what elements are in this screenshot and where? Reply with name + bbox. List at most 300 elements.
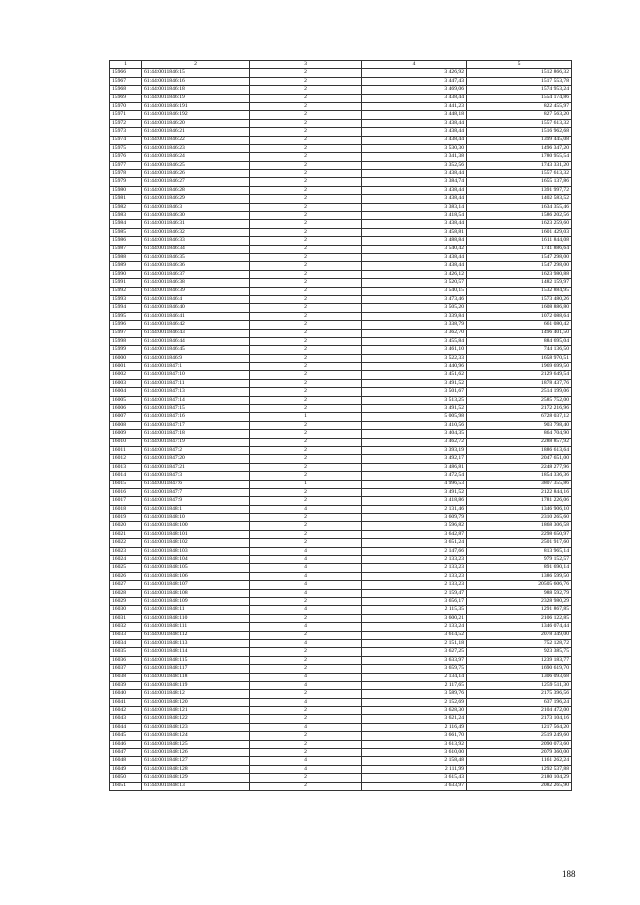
value-cell: 1634 355,46 bbox=[467, 203, 572, 211]
category-cell: 2 bbox=[250, 354, 362, 362]
table-row bbox=[110, 539, 572, 547]
category-cell: 2 bbox=[250, 287, 362, 295]
cadastral-number-cell: 61:44:0011846:24 bbox=[142, 153, 250, 161]
cadastral-number-cell: 61:44:0011848:105 bbox=[142, 564, 250, 572]
row-number-cell: 16012 bbox=[110, 455, 142, 463]
row-number-cell: 15966 bbox=[110, 69, 142, 77]
area-cell: 3 438,44 bbox=[362, 195, 467, 203]
cadastral-number-cell: 61:44:0011846:192 bbox=[142, 111, 250, 119]
row-number-cell: 15984 bbox=[110, 220, 142, 228]
category-cell: 4 bbox=[250, 581, 362, 589]
column-header-4: 4 bbox=[362, 61, 467, 69]
area-cell: 3 438,44 bbox=[362, 262, 467, 270]
row-number-cell: 15972 bbox=[110, 119, 142, 127]
table-row bbox=[110, 287, 572, 295]
value-cell: 1623 259,60 bbox=[467, 220, 572, 228]
area-cell: 3 596,82 bbox=[362, 522, 467, 530]
value-cell: 2288 857,92 bbox=[467, 438, 572, 446]
cadastral-number-cell: 61:44:0011846:38 bbox=[142, 279, 250, 287]
category-cell: 2 bbox=[250, 144, 362, 152]
value-cell: 1608 886,80 bbox=[467, 304, 572, 312]
value-cell: 1741 886,64 bbox=[467, 245, 572, 253]
table-row bbox=[110, 614, 572, 622]
value-cell: 2310 265,60 bbox=[467, 514, 572, 522]
cadastral-number-cell: 61:44:0011846:21 bbox=[142, 128, 250, 136]
area-cell: 2 152,69 bbox=[362, 698, 467, 706]
category-cell: 4 bbox=[250, 623, 362, 631]
table-row bbox=[110, 681, 572, 689]
value-cell: 1690 619,70 bbox=[467, 665, 572, 673]
cadastral-number-cell: 61:44:0011847:3 bbox=[142, 472, 250, 480]
value-cell: 1532 884,95 bbox=[467, 287, 572, 295]
value-cell: 752 128,72 bbox=[467, 639, 572, 647]
category-cell: 2 bbox=[250, 598, 362, 606]
table-row bbox=[110, 765, 572, 773]
value-cell: 2328 980,29 bbox=[467, 598, 572, 606]
area-cell: 3 455,84 bbox=[362, 337, 467, 345]
row-number-cell: 16033 bbox=[110, 631, 142, 639]
cadastral-number-cell: 61:44:0011848:122 bbox=[142, 715, 250, 723]
area-cell: 3 513,25 bbox=[362, 396, 467, 404]
cadastral-number-cell: 61:44:0011846:43 bbox=[142, 329, 250, 337]
area-cell: 3 438,44 bbox=[362, 253, 467, 261]
category-cell: 2 bbox=[250, 270, 362, 278]
row-number-cell: 16040 bbox=[110, 690, 142, 698]
area-cell: 3 438,44 bbox=[362, 186, 467, 194]
area-cell: 2 133,24 bbox=[362, 623, 467, 631]
category-cell: 4 bbox=[250, 673, 362, 681]
table-row bbox=[110, 488, 572, 496]
row-number-cell: 15980 bbox=[110, 186, 142, 194]
cadastral-number-cell: 61:44:0011848:1 bbox=[142, 505, 250, 513]
table-row bbox=[110, 480, 572, 488]
area-cell: 3 404,35 bbox=[362, 430, 467, 438]
value-cell: 1346 906,10 bbox=[467, 505, 572, 513]
area-cell: 2 147,66 bbox=[362, 547, 467, 555]
row-number-cell: 15989 bbox=[110, 262, 142, 270]
value-cell: 744 136,50 bbox=[467, 346, 572, 354]
table-row bbox=[110, 497, 572, 505]
value-cell: 1402 583,52 bbox=[467, 195, 572, 203]
cadastral-number-cell: 61:44:0011847:21 bbox=[142, 463, 250, 471]
cadastral-number-cell: 61:44:0011848:129 bbox=[142, 774, 250, 782]
row-number-cell: 16026 bbox=[110, 572, 142, 580]
area-cell: 3 491,52 bbox=[362, 488, 467, 496]
table-row bbox=[110, 111, 572, 119]
value-cell: 1306 093,68 bbox=[467, 673, 572, 681]
cadastral-number-cell: 61:44:0011847:16 bbox=[142, 413, 250, 421]
category-cell: 2 bbox=[250, 396, 362, 404]
table-row bbox=[110, 405, 572, 413]
area-cell: 3 522,33 bbox=[362, 354, 467, 362]
value-cell: 1496 401,50 bbox=[467, 329, 572, 337]
row-number-cell: 15974 bbox=[110, 136, 142, 144]
row-number-cell: 16016 bbox=[110, 488, 142, 496]
table-row bbox=[110, 472, 572, 480]
value-cell: 2173 104,16 bbox=[467, 715, 572, 723]
table-row bbox=[110, 446, 572, 454]
category-cell: 2 bbox=[250, 203, 362, 211]
table-row bbox=[110, 237, 572, 245]
table-row bbox=[110, 77, 572, 85]
area-cell: 3 628,30 bbox=[362, 707, 467, 715]
table-row bbox=[110, 623, 572, 631]
area-cell: 3 486,81 bbox=[362, 463, 467, 471]
area-cell: 3 609,79 bbox=[362, 514, 467, 522]
cadastral-number-cell: 61:44:0011847:7 bbox=[142, 488, 250, 496]
area-cell: 3 633,97 bbox=[362, 782, 467, 790]
value-cell: 1482 159,97 bbox=[467, 279, 572, 287]
table-row bbox=[110, 270, 572, 278]
table-row bbox=[110, 337, 572, 345]
area-cell: 5 005,98 bbox=[362, 413, 467, 421]
row-number-cell: 16030 bbox=[110, 606, 142, 614]
table-row bbox=[110, 690, 572, 698]
area-cell: 2 151,18 bbox=[362, 639, 467, 647]
table-row bbox=[110, 564, 572, 572]
cadastral-number-cell: 61:44:0011846:32 bbox=[142, 228, 250, 236]
cadastral-number-cell: 61:44:0011846:33 bbox=[142, 237, 250, 245]
table-row bbox=[110, 514, 572, 522]
row-number-cell: 16037 bbox=[110, 665, 142, 673]
area-cell: 3 362,70 bbox=[362, 329, 467, 337]
table-row bbox=[110, 522, 572, 530]
category-cell: 2 bbox=[250, 522, 362, 530]
category-cell: 2 bbox=[250, 111, 362, 119]
row-number-cell: 16023 bbox=[110, 547, 142, 555]
table-row bbox=[110, 212, 572, 220]
table-row bbox=[110, 589, 572, 597]
row-number-cell: 16001 bbox=[110, 363, 142, 371]
value-cell: 1291 867,85 bbox=[467, 606, 572, 614]
area-cell: 3 384,74 bbox=[362, 178, 467, 186]
value-cell: 1601 429,03 bbox=[467, 228, 572, 236]
value-cell: 1399 445,08 bbox=[467, 136, 572, 144]
category-cell: 2 bbox=[250, 665, 362, 673]
cadastral-number-cell: 61:44:0011846:28 bbox=[142, 186, 250, 194]
category-cell: 2 bbox=[250, 690, 362, 698]
category-cell: 2 bbox=[250, 228, 362, 236]
category-cell: 2 bbox=[250, 472, 362, 480]
category-cell: 2 bbox=[250, 253, 362, 261]
table-row bbox=[110, 94, 572, 102]
value-cell: 1391 997,72 bbox=[467, 186, 572, 194]
row-number-cell: 16041 bbox=[110, 698, 142, 706]
cadastral-number-cell: 61:44:0011848:111 bbox=[142, 623, 250, 631]
value-cell: 1217 564,20 bbox=[467, 723, 572, 731]
cadastral-number-cell: 61:44:0011848:124 bbox=[142, 732, 250, 740]
cadastral-number-cell: 61:44:0011847:1 bbox=[142, 363, 250, 371]
cadastral-number-cell: 61:44:0011848:126 bbox=[142, 749, 250, 757]
value-cell: 1868 306,58 bbox=[467, 522, 572, 530]
area-cell: 3 341,38 bbox=[362, 153, 467, 161]
area-cell: 3 615,43 bbox=[362, 774, 467, 782]
cadastral-number-cell: 61:44:0011847:19 bbox=[142, 438, 250, 446]
category-cell: 2 bbox=[250, 539, 362, 547]
area-cell: 2 111,99 bbox=[362, 765, 467, 773]
table-row bbox=[110, 463, 572, 471]
row-number-cell: 16005 bbox=[110, 396, 142, 404]
cadastral-number-cell: 61:44:0011846:39 bbox=[142, 287, 250, 295]
area-cell: 3 627,25 bbox=[362, 648, 467, 656]
value-cell: 1512 866,32 bbox=[467, 69, 572, 77]
row-number-cell: 16018 bbox=[110, 505, 142, 513]
row-number-cell: 16031 bbox=[110, 614, 142, 622]
category-cell: 2 bbox=[250, 295, 362, 303]
area-cell: 2 115,35 bbox=[362, 606, 467, 614]
area-cell: 3 338,79 bbox=[362, 321, 467, 329]
value-cell: 979 152,57 bbox=[467, 556, 572, 564]
value-cell: 2122 844,16 bbox=[467, 488, 572, 496]
value-cell: 2519 249,60 bbox=[467, 732, 572, 740]
table-row bbox=[110, 530, 572, 538]
area-cell: 3 501,67 bbox=[362, 388, 467, 396]
row-number-cell: 16021 bbox=[110, 530, 142, 538]
table-row bbox=[110, 581, 572, 589]
cadastral-number-cell: 61:44:0011846:3 bbox=[142, 203, 250, 211]
table-row bbox=[110, 782, 572, 790]
category-cell: 2 bbox=[250, 212, 362, 220]
cadastral-number-cell: 61:44:0011846:19 bbox=[142, 94, 250, 102]
area-cell: 3 438,44 bbox=[362, 136, 467, 144]
category-cell: 4 bbox=[250, 556, 362, 564]
value-cell: 2090 073,60 bbox=[467, 740, 572, 748]
category-cell: 2 bbox=[250, 388, 362, 396]
area-cell: 4 996,53 bbox=[362, 480, 467, 488]
category-cell: 2 bbox=[250, 321, 362, 329]
row-number-cell: 16011 bbox=[110, 446, 142, 454]
table-row bbox=[110, 354, 572, 362]
category-cell: 2 bbox=[250, 153, 362, 161]
area-cell: 3 426,12 bbox=[362, 270, 467, 278]
cadastral-table-container bbox=[109, 60, 571, 791]
area-cell: 3 451,62 bbox=[362, 371, 467, 379]
value-cell: 2180 104,29 bbox=[467, 774, 572, 782]
table-row bbox=[110, 228, 572, 236]
area-cell: 3 614,52 bbox=[362, 631, 467, 639]
table-row bbox=[110, 346, 572, 354]
table-row bbox=[110, 430, 572, 438]
row-number-cell: 16047 bbox=[110, 749, 142, 757]
table-row bbox=[110, 144, 572, 152]
cadastral-number-cell: 61:44:0011848:102 bbox=[142, 539, 250, 547]
category-cell: 4 bbox=[250, 698, 362, 706]
cadastral-number-cell: 61:44:0011848:125 bbox=[142, 740, 250, 748]
cadastral-number-cell: 61:44:0011848:123 bbox=[142, 723, 250, 731]
row-number-cell: 15995 bbox=[110, 312, 142, 320]
row-number-cell: 15970 bbox=[110, 102, 142, 110]
row-number-cell: 16009 bbox=[110, 430, 142, 438]
value-cell: 813 965,14 bbox=[467, 547, 572, 555]
row-number-cell: 16038 bbox=[110, 673, 142, 681]
cadastral-number-cell: 61:44:0011848:127 bbox=[142, 757, 250, 765]
value-cell: 2298 650,97 bbox=[467, 530, 572, 538]
row-number-cell: 15981 bbox=[110, 195, 142, 203]
table-row bbox=[110, 665, 572, 673]
column-header-5: 5 bbox=[467, 61, 572, 69]
area-cell: 2 117,65 bbox=[362, 681, 467, 689]
table-row bbox=[110, 321, 572, 329]
value-cell: 2047 651,00 bbox=[467, 455, 572, 463]
category-cell: 1 bbox=[250, 480, 362, 488]
value-cell: 1517 553,78 bbox=[467, 77, 572, 85]
category-cell: 2 bbox=[250, 631, 362, 639]
category-cell: 2 bbox=[250, 94, 362, 102]
cadastral-number-cell: 61:44:0011848:121 bbox=[142, 707, 250, 715]
cadastral-number-cell: 61:44:0011848:109 bbox=[142, 598, 250, 606]
area-cell: 3 438,44 bbox=[362, 119, 467, 127]
area-cell: 2 158,48 bbox=[362, 757, 467, 765]
category-cell: 2 bbox=[250, 446, 362, 454]
value-cell: 988 592,79 bbox=[467, 589, 572, 597]
table-row bbox=[110, 732, 572, 740]
value-cell: 3807 355,86 bbox=[467, 480, 572, 488]
row-number-cell: 16024 bbox=[110, 556, 142, 564]
value-cell: 1854 336,36 bbox=[467, 472, 572, 480]
row-number-cell: 16010 bbox=[110, 438, 142, 446]
value-cell: 1781 226,06 bbox=[467, 497, 572, 505]
cadastral-number-cell: 61:44:0011847:17 bbox=[142, 421, 250, 429]
value-cell: 1554 174,86 bbox=[467, 94, 572, 102]
cadastral-number-cell: 61:44:0011847:15 bbox=[142, 405, 250, 413]
table-row bbox=[110, 396, 572, 404]
row-number-cell: 16002 bbox=[110, 371, 142, 379]
value-cell: 864 704,90 bbox=[467, 430, 572, 438]
table-row bbox=[110, 128, 572, 136]
table-row bbox=[110, 371, 572, 379]
cadastral-number-cell: 61:44:0011847:18 bbox=[142, 430, 250, 438]
row-number-cell: 15976 bbox=[110, 153, 142, 161]
value-cell: 1386 599,50 bbox=[467, 572, 572, 580]
category-cell: 4 bbox=[250, 505, 362, 513]
area-cell: 2 133,23 bbox=[362, 556, 467, 564]
value-cell: 2104 472,00 bbox=[467, 707, 572, 715]
row-number-cell: 16042 bbox=[110, 707, 142, 715]
value-cell: 1573 480,26 bbox=[467, 295, 572, 303]
cadastral-number-cell: 61:44:0011847:2 bbox=[142, 446, 250, 454]
table-row bbox=[110, 698, 572, 706]
category-cell: 2 bbox=[250, 438, 362, 446]
category-cell: 4 bbox=[250, 572, 362, 580]
category-cell: 2 bbox=[250, 136, 362, 144]
row-number-cell: 16000 bbox=[110, 354, 142, 362]
value-cell: 1878 437,76 bbox=[467, 379, 572, 387]
row-number-cell: 16020 bbox=[110, 522, 142, 530]
category-cell: 2 bbox=[250, 119, 362, 127]
value-cell: 1969 699,50 bbox=[467, 363, 572, 371]
category-cell: 2 bbox=[250, 732, 362, 740]
category-cell: 2 bbox=[250, 455, 362, 463]
category-cell: 2 bbox=[250, 707, 362, 715]
value-cell: 1547 298,00 bbox=[467, 262, 572, 270]
category-cell: 2 bbox=[250, 463, 362, 471]
row-number-cell: 16015 bbox=[110, 480, 142, 488]
category-cell: 2 bbox=[250, 405, 362, 413]
value-cell: 2106 122,85 bbox=[467, 614, 572, 622]
row-number-cell: 15986 bbox=[110, 237, 142, 245]
value-cell: 1259 511,30 bbox=[467, 681, 572, 689]
column-header-2: 2 bbox=[142, 61, 250, 69]
table-row bbox=[110, 413, 572, 421]
area-cell: 3 462,72 bbox=[362, 438, 467, 446]
cadastral-number-cell: 61:44:0011848:108 bbox=[142, 589, 250, 597]
table-row bbox=[110, 379, 572, 387]
cadastral-number-cell: 61:44:0011848:117 bbox=[142, 665, 250, 673]
row-number-cell: 15996 bbox=[110, 321, 142, 329]
value-cell: 1743 331,20 bbox=[467, 161, 572, 169]
table-row bbox=[110, 178, 572, 186]
cadastral-number-cell: 61:44:0011848:112 bbox=[142, 631, 250, 639]
cadastral-number-cell: 61:44:0011848:120 bbox=[142, 698, 250, 706]
category-cell: 2 bbox=[250, 488, 362, 496]
table-row bbox=[110, 707, 572, 715]
cadastral-number-cell: 61:44:0011846:22 bbox=[142, 136, 250, 144]
area-cell: 3 656,17 bbox=[362, 598, 467, 606]
row-number-cell: 16049 bbox=[110, 765, 142, 773]
category-cell: 2 bbox=[250, 69, 362, 77]
category-cell: 4 bbox=[250, 589, 362, 597]
table-row bbox=[110, 203, 572, 211]
cadastral-number-cell: 61:44:0011847:13 bbox=[142, 388, 250, 396]
area-cell: 3 438,44 bbox=[362, 94, 467, 102]
table-row bbox=[110, 598, 572, 606]
value-cell: 1611 844,08 bbox=[467, 237, 572, 245]
table-row bbox=[110, 606, 572, 614]
category-cell: 2 bbox=[250, 749, 362, 757]
table-row bbox=[110, 673, 572, 681]
row-number-cell: 15997 bbox=[110, 329, 142, 337]
table-body bbox=[110, 69, 572, 791]
value-cell: 1072 088,64 bbox=[467, 312, 572, 320]
row-number-cell: 16032 bbox=[110, 623, 142, 631]
row-number-cell: 16003 bbox=[110, 379, 142, 387]
area-cell: 3 540,15 bbox=[362, 287, 467, 295]
table-row bbox=[110, 421, 572, 429]
table-row bbox=[110, 740, 572, 748]
category-cell: 4 bbox=[250, 681, 362, 689]
cadastral-number-cell: 61:44:0011846:18 bbox=[142, 86, 250, 94]
category-cell: 2 bbox=[250, 279, 362, 287]
page-number: 188 bbox=[562, 869, 576, 879]
category-cell: 2 bbox=[250, 237, 362, 245]
row-number-cell: 16034 bbox=[110, 639, 142, 647]
value-cell: 822 455,97 bbox=[467, 102, 572, 110]
row-number-cell: 15999 bbox=[110, 346, 142, 354]
value-cell: 2079 360,00 bbox=[467, 749, 572, 757]
value-cell: 2585 752,00 bbox=[467, 396, 572, 404]
category-cell: 2 bbox=[250, 774, 362, 782]
category-cell: 2 bbox=[250, 782, 362, 790]
value-cell: 1623 980,88 bbox=[467, 270, 572, 278]
table-row bbox=[110, 69, 572, 77]
cadastral-number-cell: 61:44:0011846:41 bbox=[142, 312, 250, 320]
value-cell: 2248 277,96 bbox=[467, 463, 572, 471]
area-cell: 3 469,06 bbox=[362, 86, 467, 94]
cadastral-number-cell: 61:44:0011846:34 bbox=[142, 245, 250, 253]
value-cell: 1658 970,51 bbox=[467, 354, 572, 362]
value-cell: 661 080,42 bbox=[467, 321, 572, 329]
cadastral-number-cell: 61:44:0011846:15 bbox=[142, 69, 250, 77]
area-cell: 3 633,97 bbox=[362, 656, 467, 664]
row-number-cell: 15988 bbox=[110, 253, 142, 261]
area-cell: 3 440,96 bbox=[362, 363, 467, 371]
area-cell: 3 339,84 bbox=[362, 312, 467, 320]
category-cell: 2 bbox=[250, 740, 362, 748]
category-cell: 2 bbox=[250, 329, 362, 337]
cadastral-number-cell: 61:44:0011848:13 bbox=[142, 782, 250, 790]
cadastral-number-cell: 61:44:0011846:29 bbox=[142, 195, 250, 203]
table-row bbox=[110, 715, 572, 723]
